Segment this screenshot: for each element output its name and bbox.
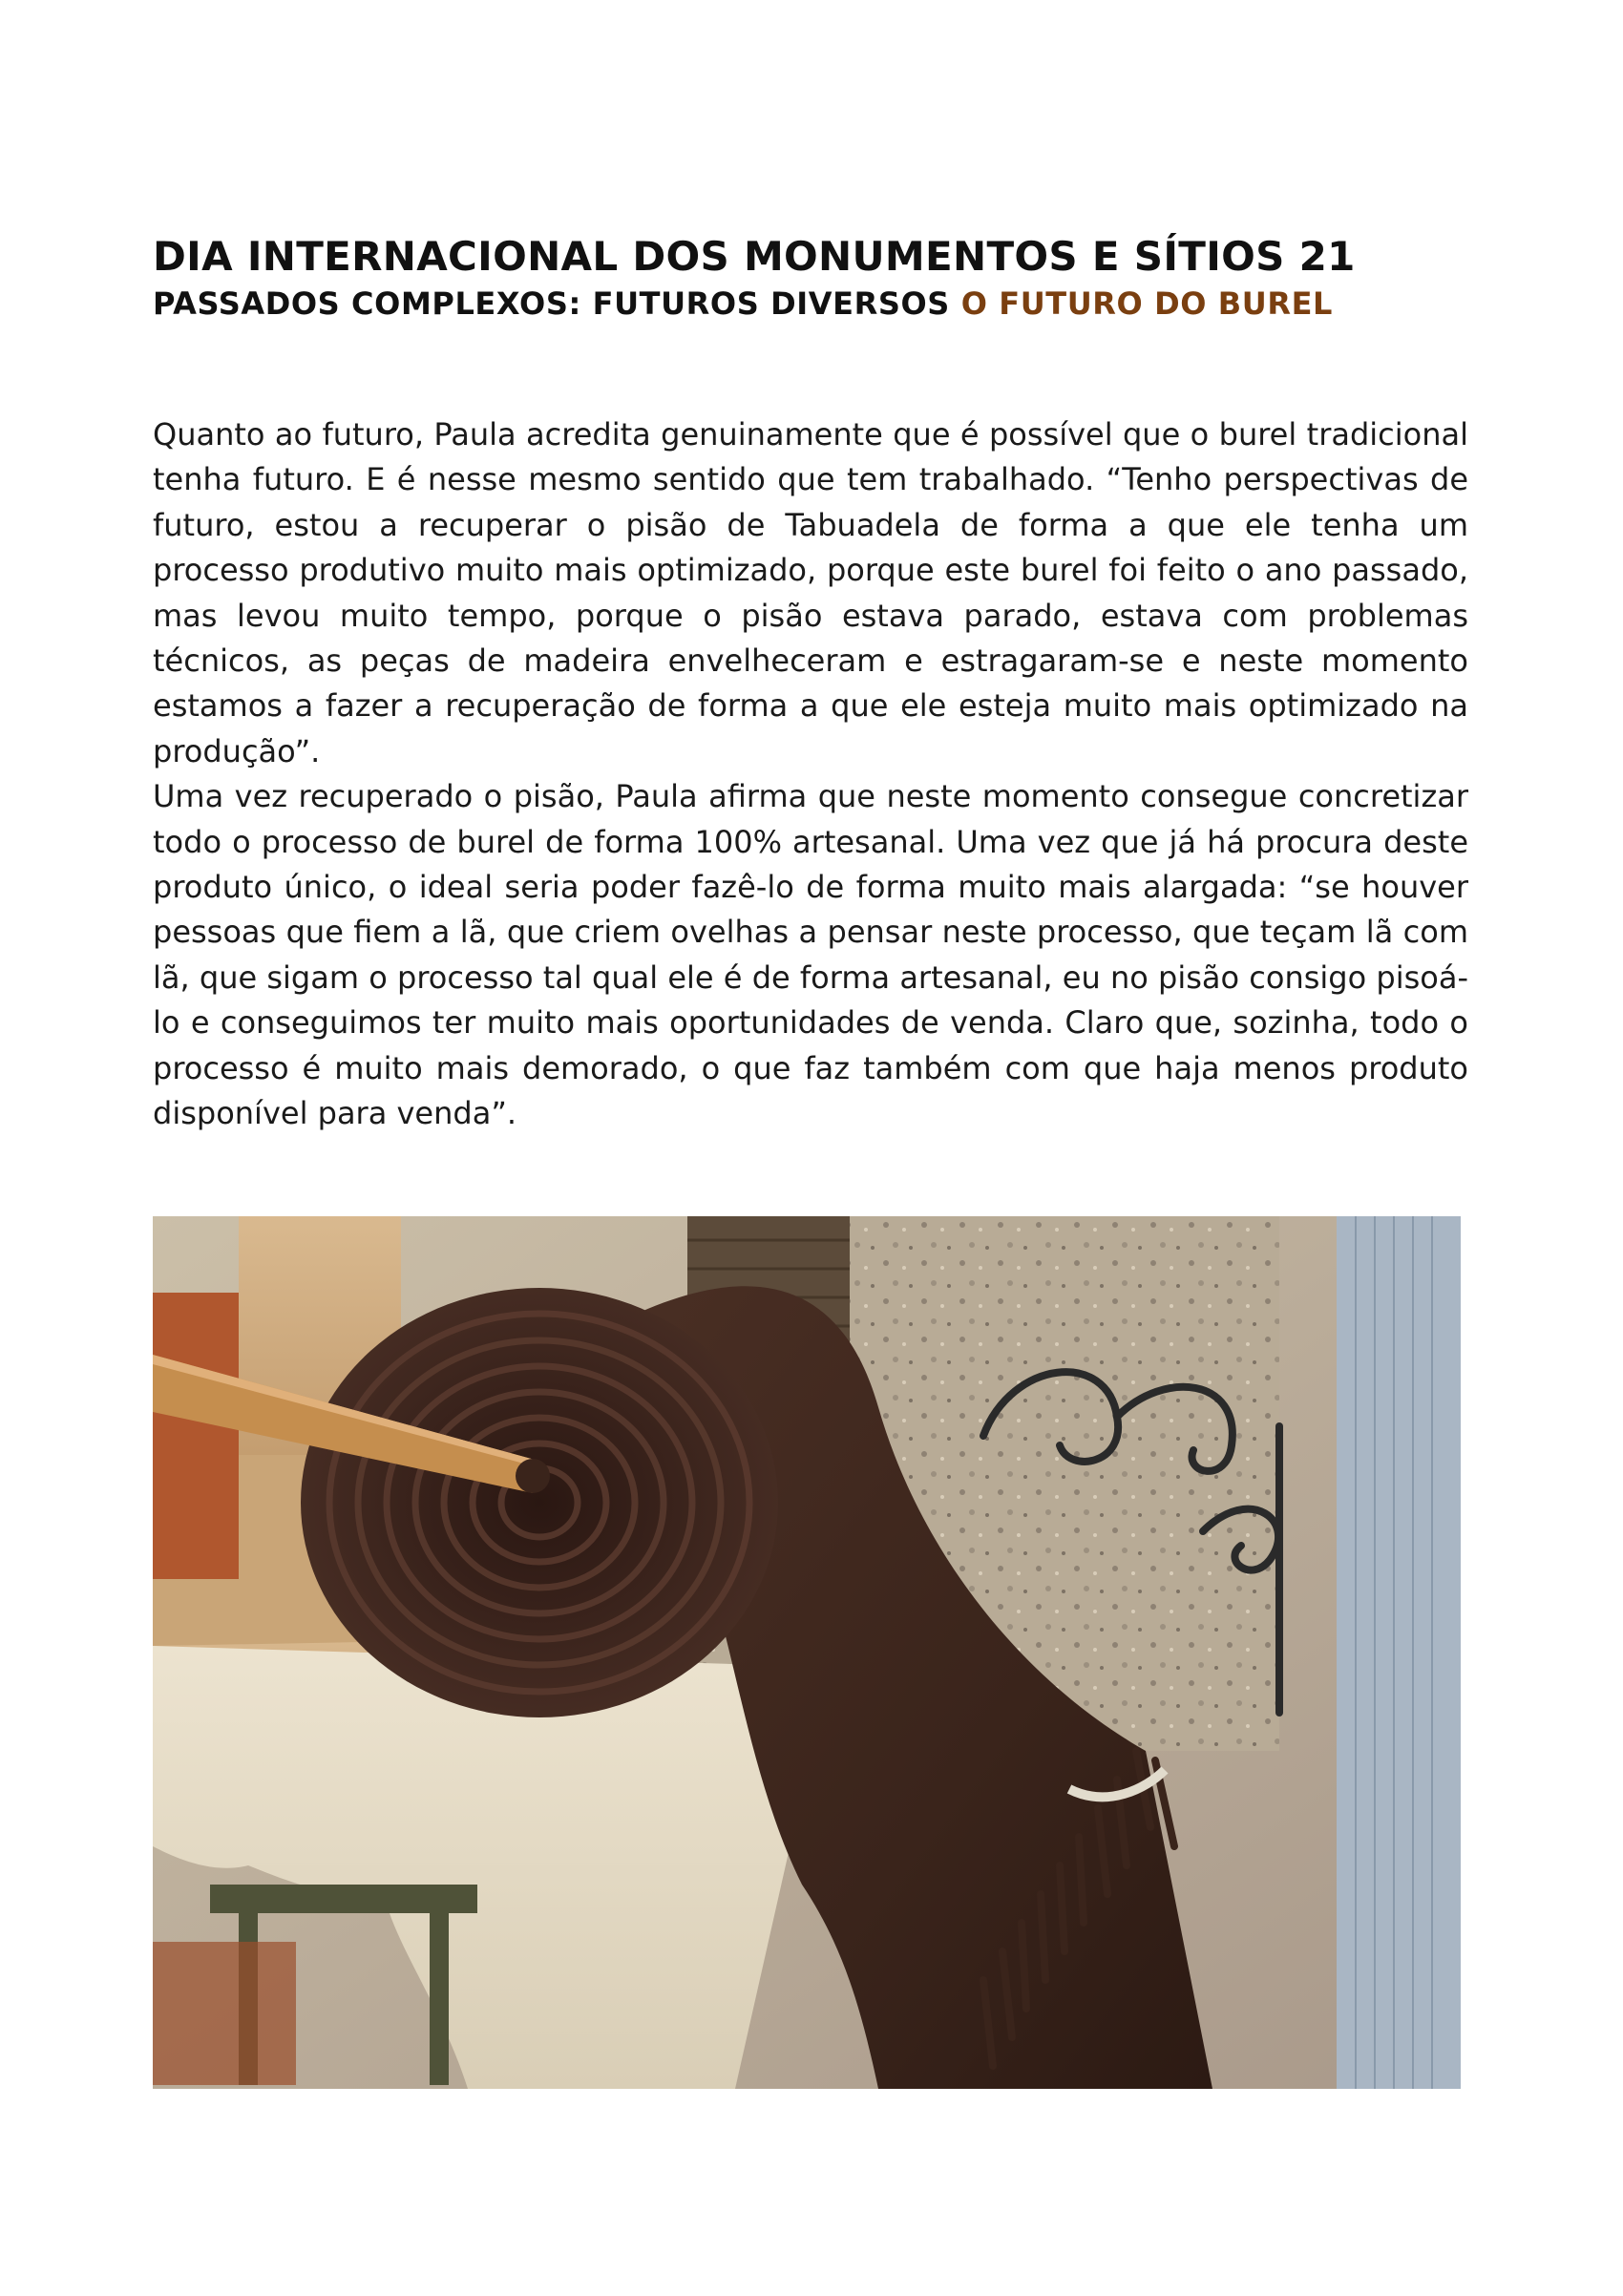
page-header [153, 232, 1465, 324]
paragraph-2: Uma vez recuperado o pisão, Paula afirma que neste momento consegue concretizar todo o processo de burel de forma 100% artesanal. Uma vez que já há procura deste produto único, o ideal seria poder fazê-lo de forma muito mais alargada: “se houver pessoas que fiem a lã, que criem ovelhas a pensar neste processo, que teçam lã com lã, que sigam o processo tal qual ele é de forma artesanal, eu no pisão consigo pisoá-lo e conseguimos ter muito mais oportunidades de venda. Claro que, sozinha, todo o processo é muito mais demorado, o que faz também com que haja menos produto disponível para venda”. [153, 778, 1468, 1132]
subtitle-main: PASSADOS COMPLEXOS: FUTUROS DIVERSOS [153, 285, 950, 322]
subtitle-accent: O FUTURO DO BUREL [960, 285, 1334, 322]
page-title: DIA INTERNACIONAL DOS MONUMENTOS E SÍTIOS 21 [153, 233, 1356, 280]
page-subtitle [153, 284, 1465, 324]
article-body [153, 412, 1468, 1137]
burel-roll-photo [153, 1216, 1461, 2089]
paragraph-1: Quanto ao futuro, Paula acredita genuinamente que é possível que o burel tradicional tenha futuro. E é nesse mesmo sentido que tem trabalhado. “Tenho perspectivas de futuro, estou a recuperar o pisão de Tabuadela de forma a que ele tenha um processo produtivo muito mais optimizado, porque este burel foi feito o ano passado, mas levou muito tempo, porque o pisão estava parado, estava com problemas técnicos, as peças de madeira envelheceram e estragaram-se e neste momento estamos a fazer a recuperação de forma a que ele esteja muito mais optimizado na produção”. [153, 416, 1468, 769]
